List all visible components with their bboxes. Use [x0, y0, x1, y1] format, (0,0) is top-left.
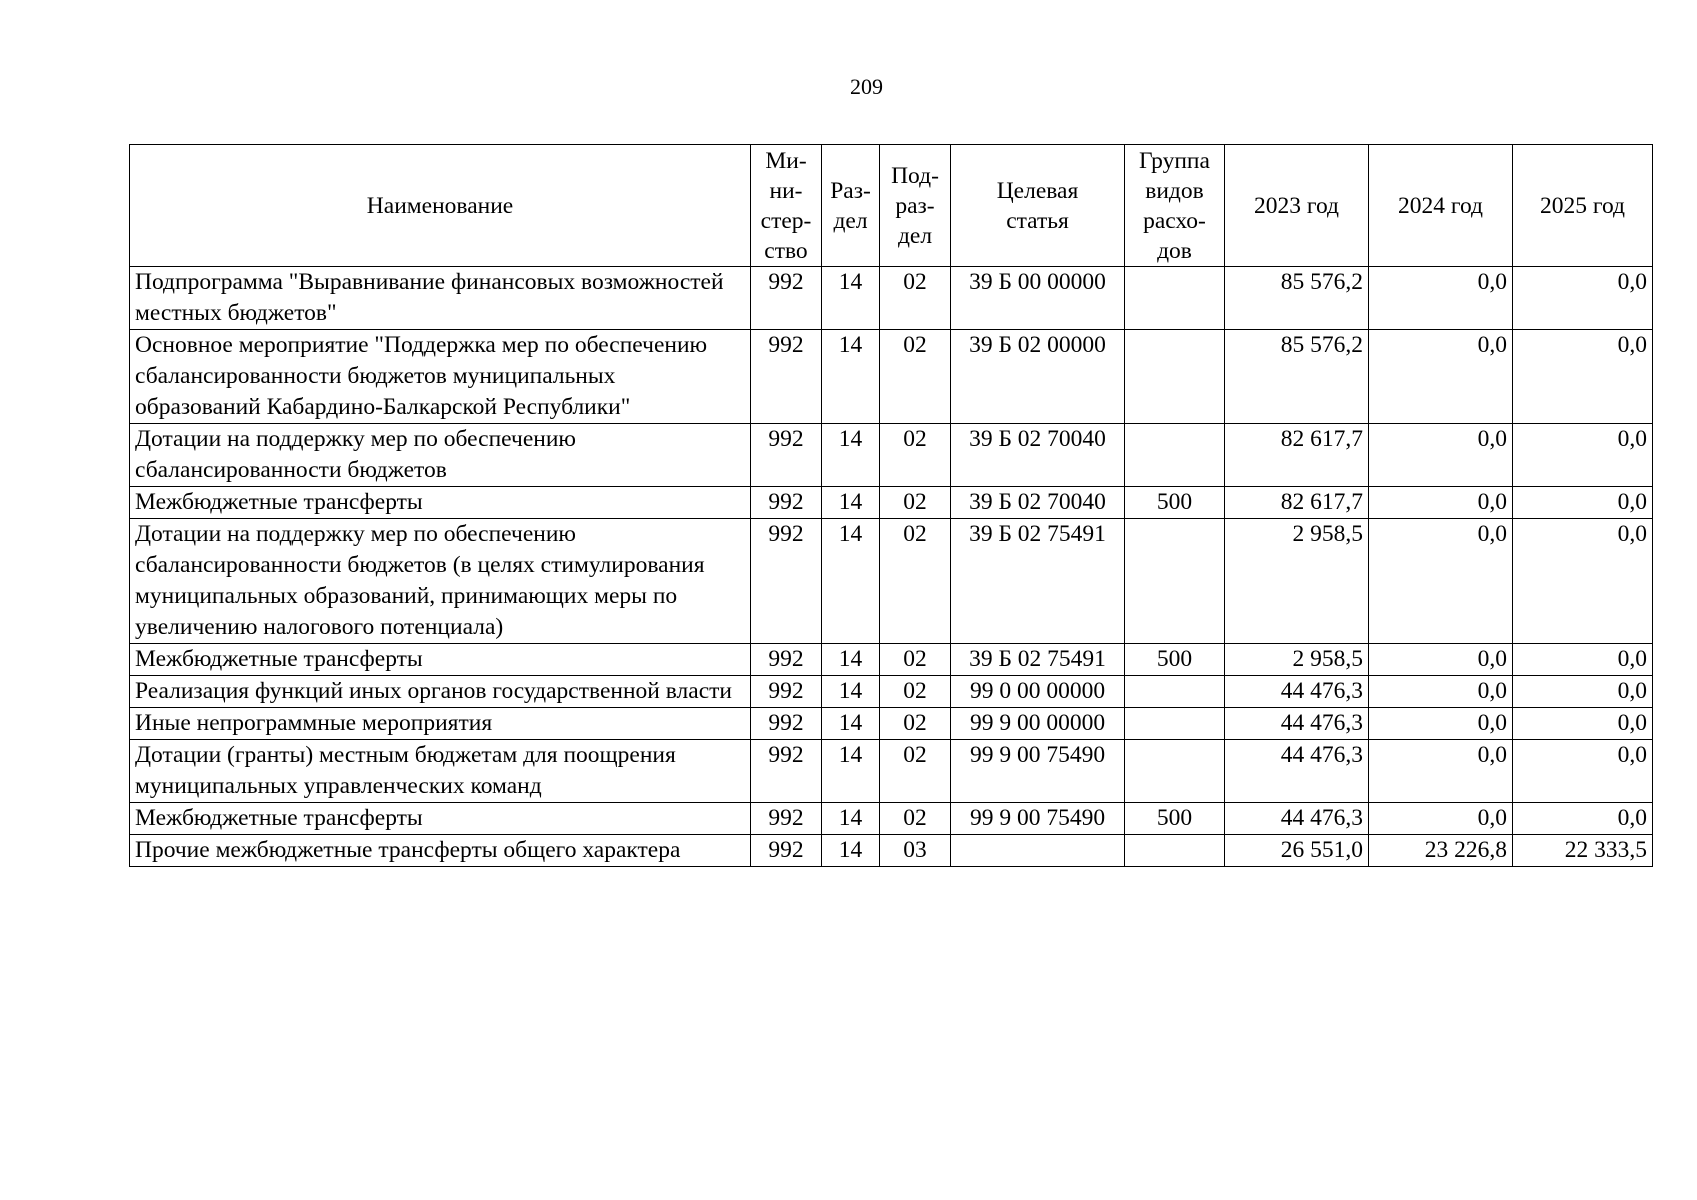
cell-2025: 0,0: [1513, 644, 1653, 676]
cell-2025: 0,0: [1513, 424, 1653, 487]
cell-expense-group: [1125, 740, 1225, 803]
cell-target-article: 39 Б 00 00000: [951, 267, 1125, 330]
cell-section: 14: [822, 487, 880, 519]
cell-2023: 44 476,3: [1225, 708, 1369, 740]
header-subsection: Под- раз- дел: [880, 145, 951, 267]
cell-expense-group: 500: [1125, 803, 1225, 835]
table-header-row: [130, 145, 1653, 267]
cell-ministry: 992: [751, 644, 822, 676]
cell-2024: 0,0: [1369, 267, 1513, 330]
cell-subsection: 03: [880, 835, 951, 867]
cell-2023: 85 576,2: [1225, 267, 1369, 330]
cell-section: 14: [822, 267, 880, 330]
header-target-article: Целевая статья: [951, 145, 1125, 267]
cell-ministry: 992: [751, 708, 822, 740]
cell-2023: 85 576,2: [1225, 330, 1369, 424]
cell-subsection: 02: [880, 644, 951, 676]
cell-expense-group: 500: [1125, 487, 1225, 519]
cell-subsection: 02: [880, 267, 951, 330]
cell-section: 14: [822, 424, 880, 487]
cell-2024: 0,0: [1369, 519, 1513, 644]
cell-section: 14: [822, 803, 880, 835]
cell-ministry: 992: [751, 267, 822, 330]
cell-2025: 0,0: [1513, 708, 1653, 740]
table-row: [130, 835, 1653, 867]
header-ministry: Ми- ни- стер- ство: [751, 145, 822, 267]
cell-section: 14: [822, 835, 880, 867]
table-row: [130, 644, 1653, 676]
header-name: Наименование: [130, 145, 751, 267]
cell-name: Межбюджетные трансферты: [130, 487, 751, 519]
cell-2025: 0,0: [1513, 267, 1653, 330]
cell-2024: 0,0: [1369, 424, 1513, 487]
cell-expense-group: [1125, 330, 1225, 424]
cell-ministry: 992: [751, 487, 822, 519]
cell-2023: 44 476,3: [1225, 740, 1369, 803]
cell-2024: 0,0: [1369, 487, 1513, 519]
cell-2025: 0,0: [1513, 519, 1653, 644]
cell-ministry: 992: [751, 330, 822, 424]
cell-subsection: 02: [880, 740, 951, 803]
header-2025: 2025 год: [1513, 145, 1653, 267]
cell-2025: 0,0: [1513, 487, 1653, 519]
cell-target-article: 39 Б 02 70040: [951, 424, 1125, 487]
cell-2024: 0,0: [1369, 676, 1513, 708]
cell-2025: 0,0: [1513, 676, 1653, 708]
cell-name: Дотации на поддержку мер по обеспечению сбалансированности бюджетов: [130, 424, 751, 487]
table-row: [130, 740, 1653, 803]
cell-expense-group: [1125, 676, 1225, 708]
header-expense-group: Группа видов расхо- дов: [1125, 145, 1225, 267]
cell-2025: 0,0: [1513, 740, 1653, 803]
cell-2025: 0,0: [1513, 803, 1653, 835]
cell-2023: 26 551,0: [1225, 835, 1369, 867]
cell-name: Подпрограмма "Выравнивание финансовых возможностей местных бюджетов": [130, 267, 751, 330]
cell-ministry: 992: [751, 835, 822, 867]
cell-2024: 23 226,8: [1369, 835, 1513, 867]
header-2024: 2024 год: [1369, 145, 1513, 267]
cell-subsection: 02: [880, 708, 951, 740]
table-row: [130, 676, 1653, 708]
cell-expense-group: [1125, 835, 1225, 867]
cell-ministry: 992: [751, 740, 822, 803]
cell-name: Иные непрограммные мероприятия: [130, 708, 751, 740]
cell-section: 14: [822, 644, 880, 676]
cell-target-article: 39 Б 02 75491: [951, 644, 1125, 676]
cell-2024: 0,0: [1369, 740, 1513, 803]
cell-name: Дотации на поддержку мер по обеспечению сбалансированности бюджетов (в целях стимулирования муниципальных образований, принимающих меры по увеличению налогового потенциала): [130, 519, 751, 644]
cell-2024: 0,0: [1369, 330, 1513, 424]
cell-target-article: 99 9 00 00000: [951, 708, 1125, 740]
cell-name: Реализация функций иных органов государственной власти: [130, 676, 751, 708]
cell-ministry: 992: [751, 803, 822, 835]
cell-name: Межбюджетные трансферты: [130, 803, 751, 835]
cell-name: Межбюджетные трансферты: [130, 644, 751, 676]
cell-subsection: 02: [880, 424, 951, 487]
cell-2025: 0,0: [1513, 330, 1653, 424]
table-row: [130, 803, 1653, 835]
cell-2023: 82 617,7: [1225, 424, 1369, 487]
cell-target-article: 99 9 00 75490: [951, 803, 1125, 835]
cell-subsection: 02: [880, 519, 951, 644]
table-row: [130, 267, 1653, 330]
cell-section: 14: [822, 708, 880, 740]
table-row: [130, 519, 1653, 644]
table-row: [130, 330, 1653, 424]
cell-target-article: [951, 835, 1125, 867]
cell-2023: 44 476,3: [1225, 676, 1369, 708]
cell-target-article: 39 Б 02 00000: [951, 330, 1125, 424]
cell-2023: 82 617,7: [1225, 487, 1369, 519]
cell-name: Основное мероприятие "Поддержка мер по обеспечению сбалансированности бюджетов муниципальных образований Кабардино-Балкарской Республики": [130, 330, 751, 424]
header-section: Раз- дел: [822, 145, 880, 267]
cell-target-article: 99 9 00 75490: [951, 740, 1125, 803]
cell-name: Дотации (гранты) местным бюджетам для поощрения муниципальных управленческих команд: [130, 740, 751, 803]
table-body: [130, 267, 1653, 867]
header-2023: 2023 год: [1225, 145, 1369, 267]
cell-2023: 2 958,5: [1225, 644, 1369, 676]
cell-2024: 0,0: [1369, 644, 1513, 676]
cell-expense-group: [1125, 519, 1225, 644]
cell-expense-group: [1125, 267, 1225, 330]
page-number: 209: [850, 74, 883, 99]
table-row: [130, 708, 1653, 740]
cell-subsection: 02: [880, 487, 951, 519]
cell-ministry: 992: [751, 519, 822, 644]
cell-2024: 0,0: [1369, 708, 1513, 740]
cell-section: 14: [822, 330, 880, 424]
cell-ministry: 992: [751, 676, 822, 708]
cell-section: 14: [822, 740, 880, 803]
cell-subsection: 02: [880, 330, 951, 424]
cell-2025: 22 333,5: [1513, 835, 1653, 867]
cell-expense-group: 500: [1125, 644, 1225, 676]
cell-name: Прочие межбюджетные трансферты общего характера: [130, 835, 751, 867]
cell-section: 14: [822, 519, 880, 644]
cell-subsection: 02: [880, 676, 951, 708]
cell-target-article: 39 Б 02 75491: [951, 519, 1125, 644]
table-row: [130, 424, 1653, 487]
cell-2024: 0,0: [1369, 803, 1513, 835]
cell-2023: 2 958,5: [1225, 519, 1369, 644]
cell-section: 14: [822, 676, 880, 708]
cell-target-article: 39 Б 02 70040: [951, 487, 1125, 519]
cell-2023: 44 476,3: [1225, 803, 1369, 835]
cell-expense-group: [1125, 708, 1225, 740]
table-row: [130, 487, 1653, 519]
cell-ministry: 992: [751, 424, 822, 487]
cell-target-article: 99 0 00 00000: [951, 676, 1125, 708]
budget-table: [129, 144, 1653, 867]
cell-expense-group: [1125, 424, 1225, 487]
cell-subsection: 02: [880, 803, 951, 835]
